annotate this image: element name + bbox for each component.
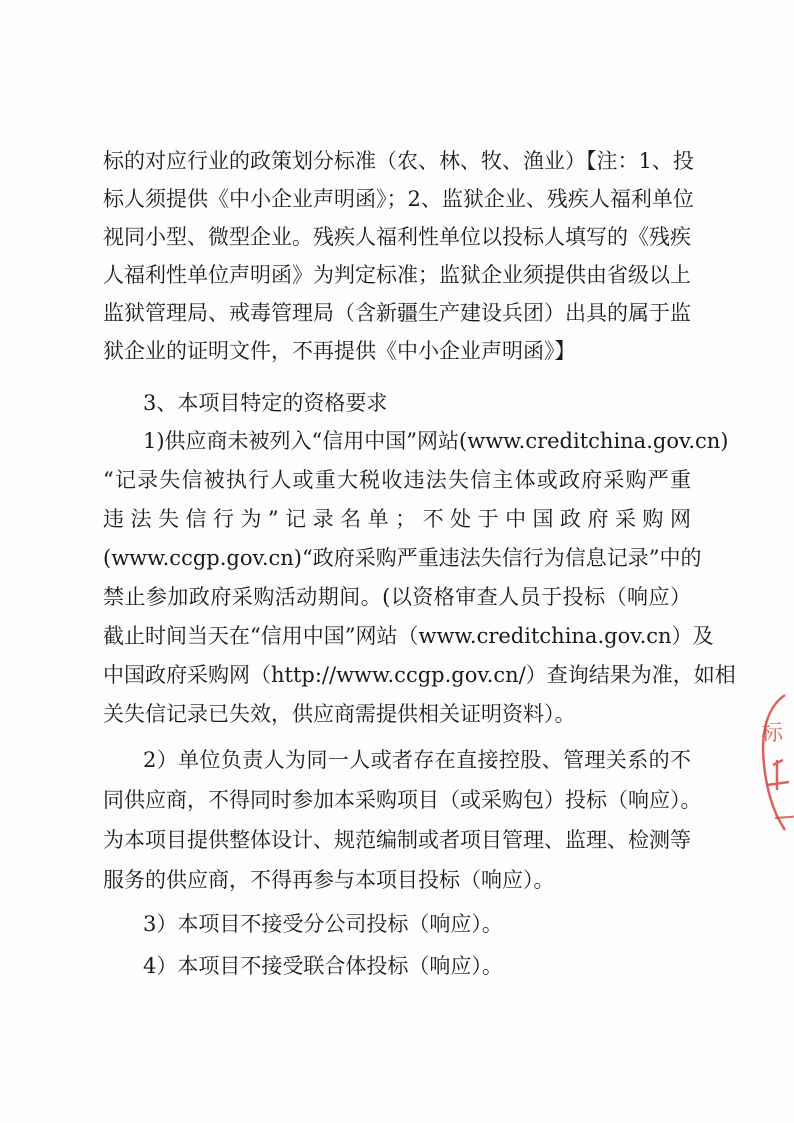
- text-line-17: 同供应商，不得同时参加本采购项目（或采购包）投标（响应）。: [103, 788, 702, 812]
- text-line-21: 4）本项目不接受联合体投标（响应）。: [143, 954, 503, 978]
- text-line-10: 违法失信行为”记录名单；不处于中国政府采购网: [103, 507, 691, 531]
- text-line-12: 禁止参加政府采购活动期间。(以资格审查人员于投标（响应）: [103, 585, 691, 609]
- text-line-9: “记录失信被执行人或重大税收违法失信主体或政府采购严重: [103, 468, 691, 492]
- stamp-char: 标: [761, 721, 784, 746]
- text-line-8: 1)供应商未被列入“信用中国”网站(www.creditchina.gov.cn): [143, 429, 729, 453]
- text-line-14: 中国政府采购网（http://www.ccgp.gov.cn/）查询结果为准，如相: [103, 663, 736, 687]
- text-line-6: 狱企业的证明文件，不再提供《中小企业声明函》】: [103, 339, 576, 363]
- seal-stamp: [755, 690, 794, 840]
- text-line-11: (www.ccgp.gov.cn)“政府采购严重违法失信行为信息记录”中的: [103, 546, 702, 570]
- section-heading: 3、本项目特定的资格要求: [143, 391, 388, 415]
- text-line-4: 人福利性单位声明函》为判定标准；监狱企业须提供由省级以上: [103, 263, 691, 287]
- text-line-19: 服务的供应商，不得再参与本项目投标（响应）。: [103, 868, 555, 892]
- text-line-20: 3）本项目不接受分公司投标（响应）。: [143, 912, 503, 936]
- text-line-5: 监狱管理局、戒毒管理局（含新疆生产建设兵团）出具的属于监: [103, 301, 691, 325]
- text-line-2: 标人须提供《中小企业声明函》；2、监狱企业、残疾人福利单位: [103, 187, 694, 211]
- text-line-16: 2）单位负责人为同一人或者存在直接控股、管理关系的不: [143, 748, 691, 772]
- text-line-15: 关失信记录已失效，供应商需提供相关证明资料）。: [103, 702, 576, 726]
- text-line-1: 标的对应行业的政策划分标准（农、林、牧、渔业）【注：1、投: [103, 149, 694, 173]
- text-line-3: 视同小型、微型企业。残疾人福利性单位以投标人填写的《残疾: [103, 225, 691, 249]
- text-line-13: 截止时间当天在“信用中国”网站（www.creditchina.gov.cn）及: [103, 624, 714, 648]
- text-line-18: 为本项目提供整体设计、规范编制或者项目管理、监理、检测等: [103, 828, 691, 852]
